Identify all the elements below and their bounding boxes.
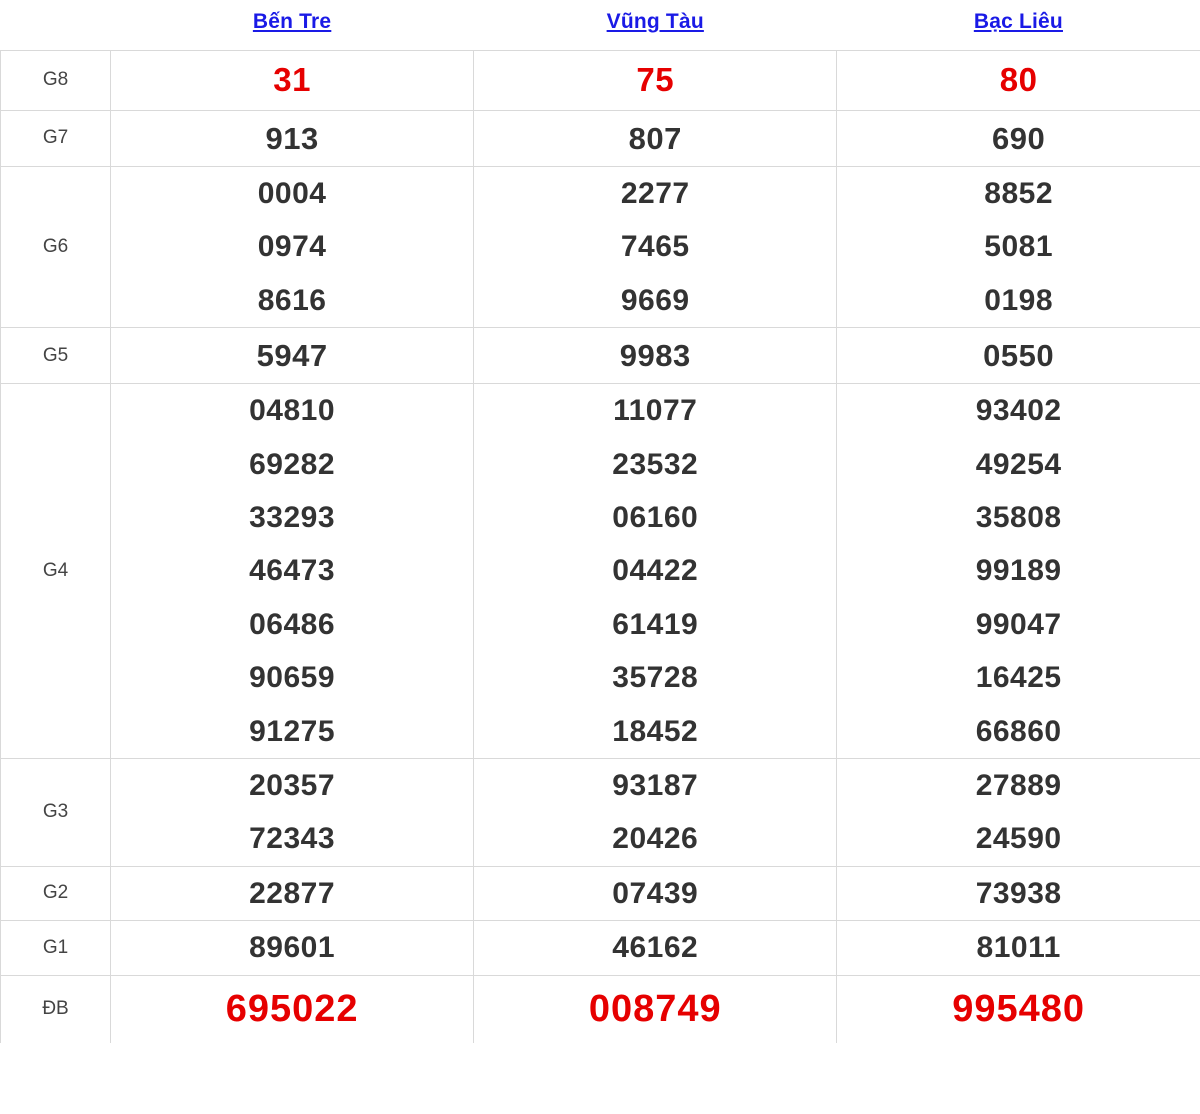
result-number: 24590 xyxy=(975,822,1062,856)
result-number: 93187 xyxy=(612,768,699,802)
result-cell xyxy=(837,758,1200,866)
result-cell xyxy=(837,921,1200,975)
result-number: 20357 xyxy=(249,768,336,802)
result-number: 31 xyxy=(273,61,311,98)
result-cell xyxy=(474,110,837,166)
row-label-g2: G2 xyxy=(1,866,111,920)
result-number: 06486 xyxy=(249,607,336,641)
result-number: 20426 xyxy=(612,822,699,856)
result-number: 0004 xyxy=(257,176,327,210)
table-row xyxy=(1,921,1200,975)
table-row xyxy=(1,758,1200,866)
result-number: 9669 xyxy=(620,283,690,317)
result-number: 99189 xyxy=(975,554,1062,588)
result-number: 81011 xyxy=(976,931,1061,965)
province-header-2 xyxy=(837,0,1200,51)
result-number: 22877 xyxy=(249,876,336,910)
result-cell xyxy=(837,975,1200,1043)
result-cell xyxy=(474,328,837,384)
result-cell xyxy=(837,866,1200,920)
result-number: 66860 xyxy=(975,714,1062,748)
result-number: 73938 xyxy=(975,876,1062,910)
result-cell xyxy=(111,866,474,920)
result-number: 995480 xyxy=(952,987,1086,1030)
row-label-g8: G8 xyxy=(1,51,111,111)
result-number: 9983 xyxy=(619,338,691,374)
result-number: 0974 xyxy=(257,230,327,264)
result-cell xyxy=(111,758,474,866)
result-cell xyxy=(111,51,474,111)
result-number: 35808 xyxy=(975,501,1062,535)
result-cell xyxy=(474,975,837,1043)
table-row xyxy=(1,328,1200,384)
table-row xyxy=(1,166,1200,327)
row-label-g7: G7 xyxy=(1,110,111,166)
row-label-g5: G5 xyxy=(1,328,111,384)
table-row xyxy=(1,866,1200,920)
result-number: 35728 xyxy=(612,661,699,695)
result-number: 913 xyxy=(265,120,319,156)
result-number: 008749 xyxy=(588,987,722,1030)
result-cell xyxy=(111,384,474,759)
result-number: 61419 xyxy=(612,607,699,641)
result-cell xyxy=(837,166,1200,327)
result-number: 80 xyxy=(999,61,1038,98)
result-cell xyxy=(474,166,837,327)
result-number: 23532 xyxy=(612,447,699,481)
result-cell xyxy=(837,51,1200,111)
table-header-row xyxy=(1,0,1200,51)
result-number: 16425 xyxy=(975,661,1062,695)
result-cell xyxy=(111,921,474,975)
result-cell xyxy=(837,328,1200,384)
result-number: 69282 xyxy=(249,447,336,481)
result-number: 89601 xyxy=(249,931,336,965)
result-number: 5947 xyxy=(256,338,328,374)
table-row xyxy=(1,384,1200,759)
result-number: 46162 xyxy=(612,931,699,965)
result-number: 0550 xyxy=(983,338,1055,374)
result-cell xyxy=(474,921,837,975)
result-number: 7465 xyxy=(620,230,690,264)
result-number: 07439 xyxy=(612,876,699,910)
result-cell xyxy=(111,975,474,1043)
result-cell xyxy=(111,328,474,384)
result-number: 72343 xyxy=(249,822,336,856)
result-cell xyxy=(474,51,837,111)
result-number: 690 xyxy=(992,120,1046,156)
result-number: 807 xyxy=(628,120,682,156)
row-label-g4: G4 xyxy=(1,384,111,759)
result-number: 8852 xyxy=(984,176,1054,210)
result-number: 93402 xyxy=(975,394,1062,428)
result-number: 91275 xyxy=(249,714,336,748)
table-row xyxy=(1,51,1200,111)
province-link-vung-tau[interactable]: Vũng Tàu xyxy=(606,10,704,33)
row-label-g1: G1 xyxy=(1,921,111,975)
result-number: 5081 xyxy=(984,230,1054,264)
result-cell xyxy=(837,110,1200,166)
result-number: 90659 xyxy=(249,661,336,695)
result-cell xyxy=(111,166,474,327)
result-number: 18452 xyxy=(612,714,699,748)
province-header-0 xyxy=(111,0,474,51)
result-number: 8616 xyxy=(257,283,327,317)
result-number: 06160 xyxy=(612,501,699,535)
result-number: 75 xyxy=(636,61,675,98)
result-number: 99047 xyxy=(975,607,1062,641)
result-number: 2277 xyxy=(620,176,690,210)
result-cell xyxy=(474,384,837,759)
row-label-g6: G6 xyxy=(1,166,111,327)
result-number: 695022 xyxy=(225,987,359,1030)
row-label-đb: ĐB xyxy=(1,975,111,1043)
result-number: 33293 xyxy=(249,501,336,535)
province-header-1 xyxy=(474,0,837,51)
result-number: 04810 xyxy=(249,394,336,428)
table-row xyxy=(1,975,1200,1043)
result-cell xyxy=(474,866,837,920)
result-number: 46473 xyxy=(249,554,336,588)
result-number: 04422 xyxy=(612,554,699,588)
result-number: 0198 xyxy=(984,283,1054,317)
table-body xyxy=(1,51,1200,1044)
result-number: 27889 xyxy=(975,768,1062,802)
row-label-g3: G3 xyxy=(1,758,111,866)
province-link-bac-lieu[interactable]: Bạc Liêu xyxy=(973,10,1063,33)
table-corner-cell xyxy=(1,0,111,51)
province-link-ben-tre[interactable]: Bến Tre xyxy=(252,10,332,33)
result-number: 11077 xyxy=(613,394,698,428)
result-number: 49254 xyxy=(975,447,1062,481)
result-cell xyxy=(474,758,837,866)
table-row xyxy=(1,110,1200,166)
result-cell xyxy=(837,384,1200,759)
result-cell xyxy=(111,110,474,166)
